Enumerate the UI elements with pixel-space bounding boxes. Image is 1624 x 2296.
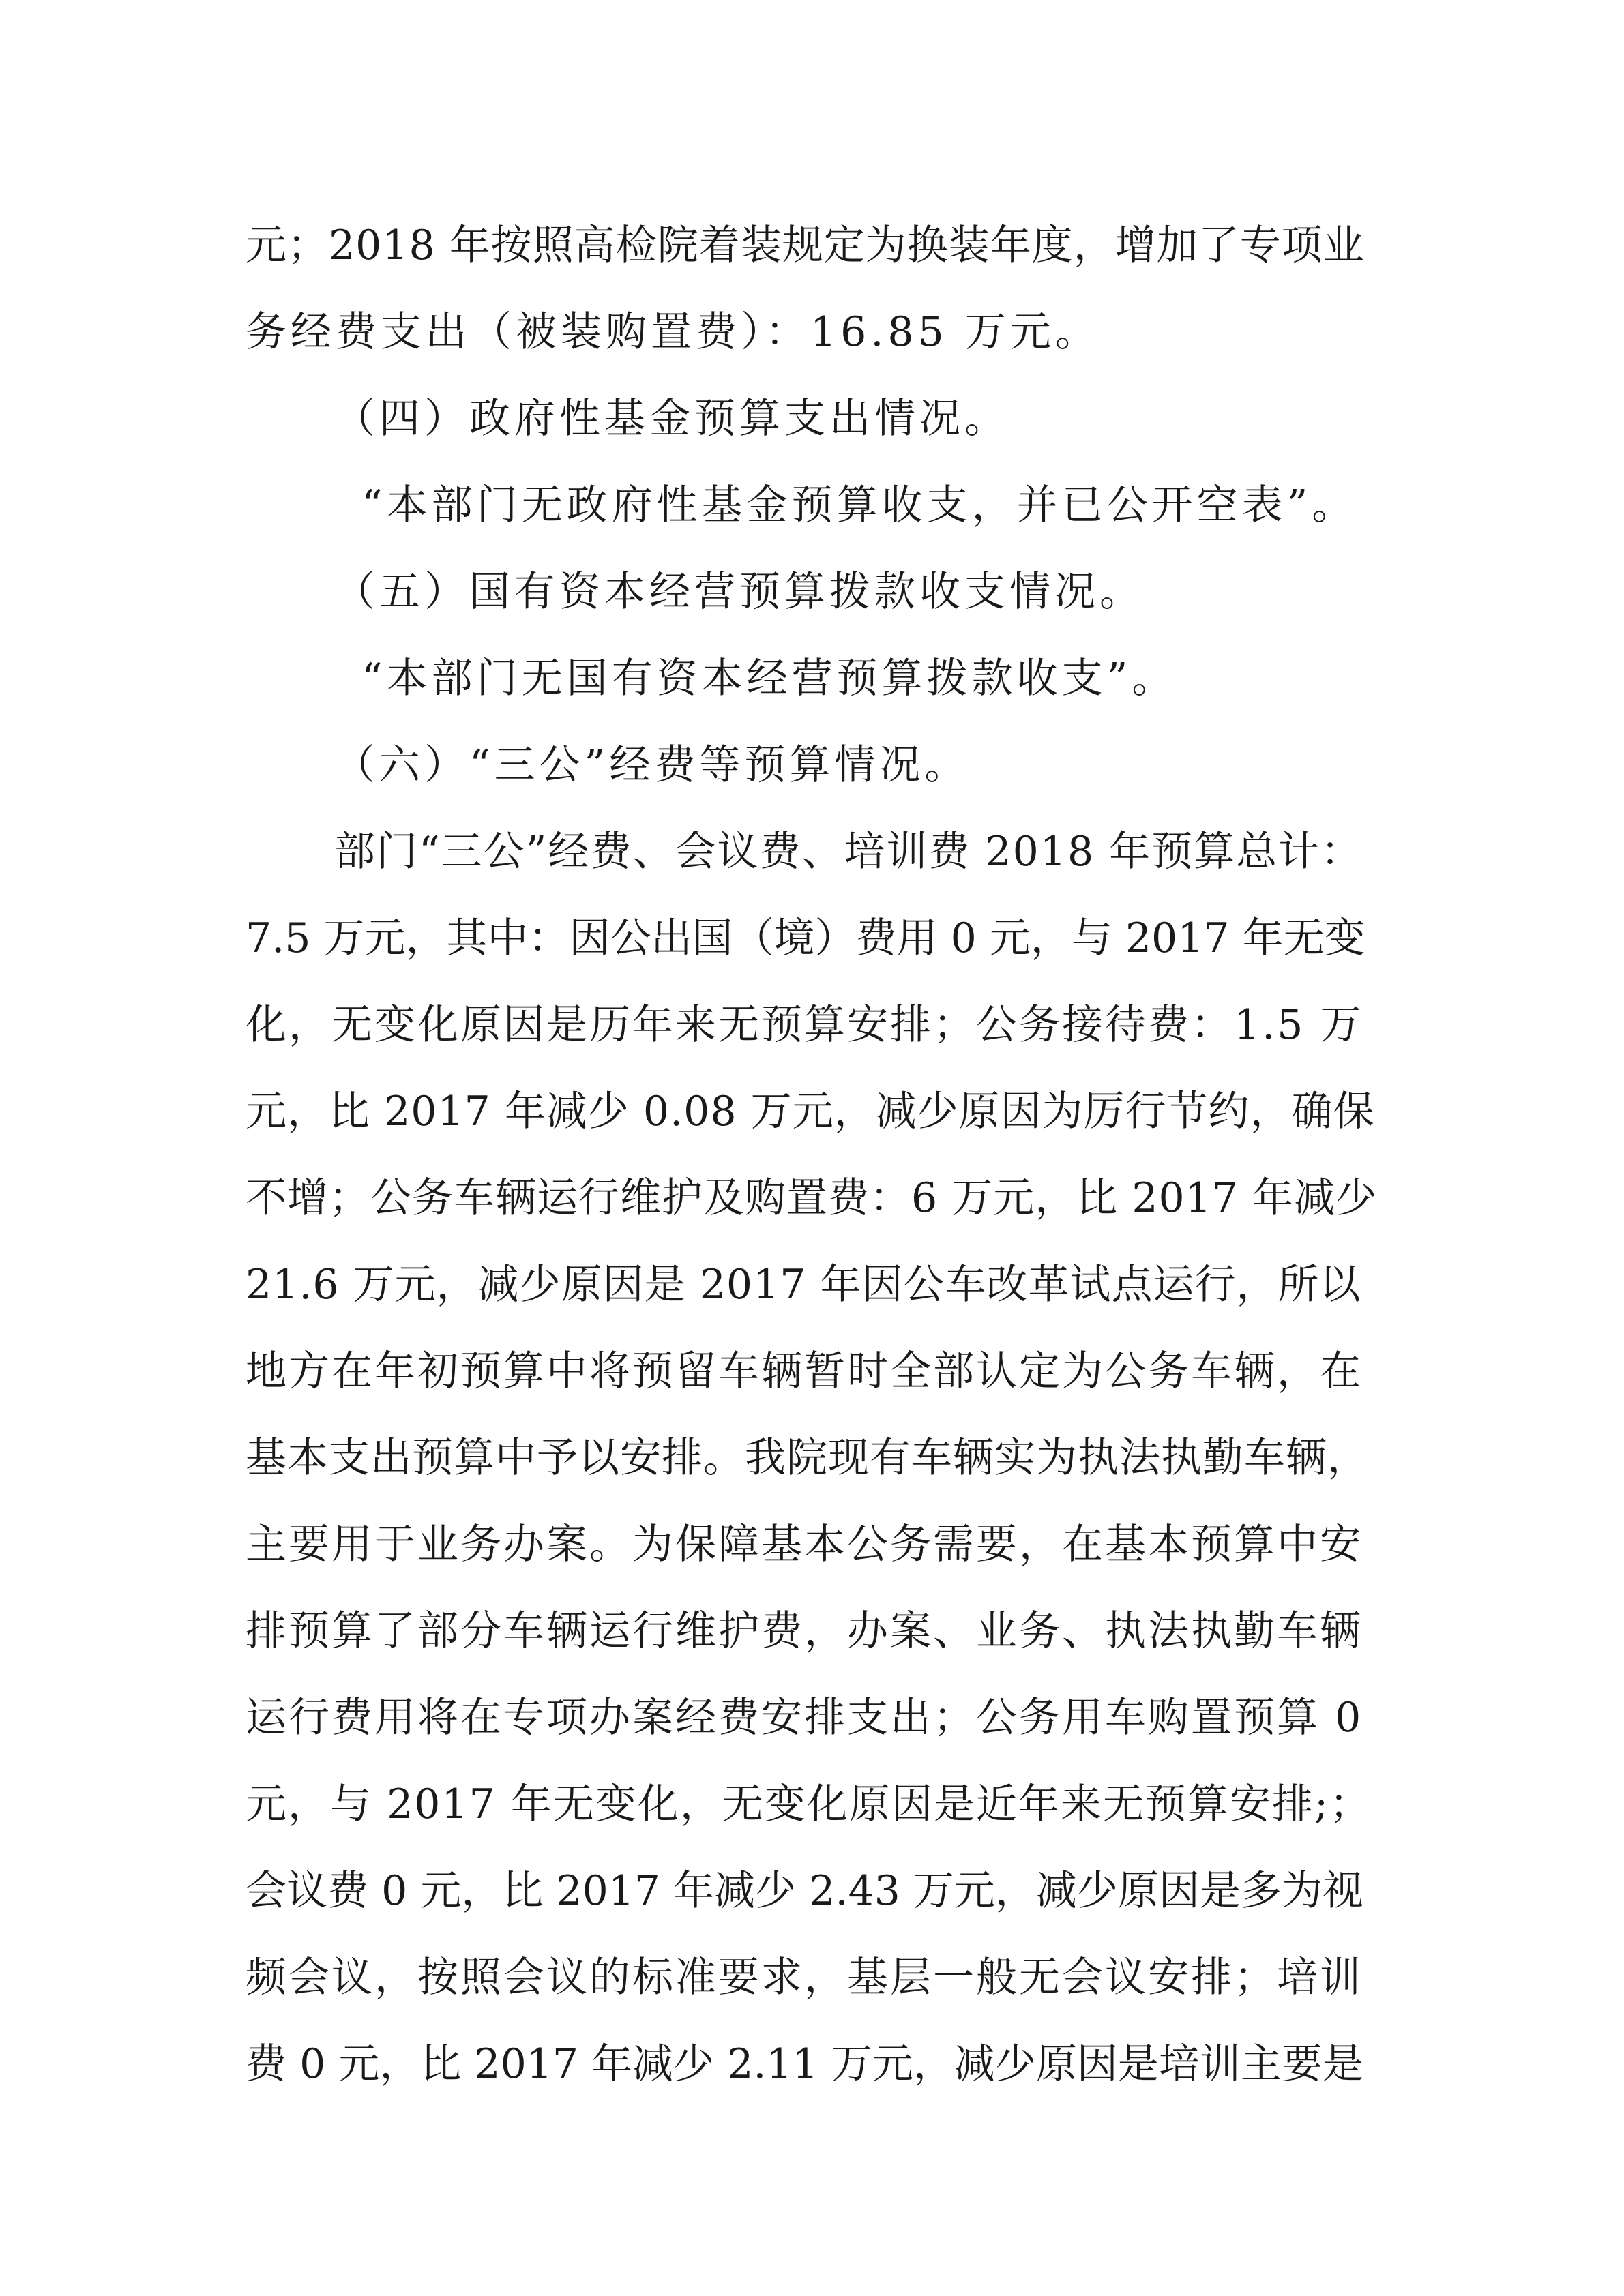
body-text-line: 费 0 元，比 2017 年减少 2.11 万元，减少原因是培训主要是 <box>246 2040 1363 2088</box>
body-text-line: 不增；公务车辆运行维护及购置费：6 万元，比 2017 年减少 <box>246 1174 1378 1222</box>
body-text-line: 频会议，按照会议的标准要求，基层一般无会议安排；培训 <box>246 1954 1363 2001</box>
body-text-line: 部门“三公”经费、会议费、培训费 2018 年预算总计： <box>334 828 1363 876</box>
body-text-line: 主要用于业务办案。为保障基本公务需要，在基本预算中安 <box>246 1521 1363 1568</box>
statement-no-government-fund: “本部门无政府性基金预算收支，并已公开空表”。 <box>361 481 1357 529</box>
body-text-line: 地方在年初预算中将预留车辆暂时全部认定为公务车辆，在 <box>246 1347 1363 1395</box>
section-heading-government-fund: （四）政府性基金预算支出情况。 <box>334 395 1009 443</box>
statement-no-state-capital: “本部门无国有资本经营预算拨款收支”。 <box>361 655 1177 702</box>
body-text-line: 运行费用将在专项办案经费安排支出；公务用车购置预算 0 <box>246 1694 1363 1742</box>
body-text-line: 元，与 2017 年无变化，无变化原因是近年来无预算安排;； <box>246 1780 1372 1828</box>
section-heading-state-capital: （五）国有资本经营预算拨款收支情况。 <box>334 568 1145 616</box>
section-heading-three-public: （六）“三公”经费等预算情况。 <box>334 741 970 789</box>
body-text-line: 元，比 2017 年减少 0.08 万元，减少原因为厉行节约，确保 <box>246 1088 1375 1135</box>
body-text-line: 基本支出预算中予以安排。我院现有车辆实为执法执勤车辆， <box>246 1434 1369 1482</box>
body-text-line: 元；2018 年按照高检院着装规定为换装年度，增加了专项业 <box>246 222 1365 269</box>
body-text-line: 会议费 0 元，比 2017 年减少 2.43 万元，减少原因是多为视 <box>246 1867 1363 1915</box>
body-text-line: 21.6 万元，减少原因是 2017 年因公车改革试点运行，所以 <box>246 1261 1361 1309</box>
body-text-line: 排预算了部分车辆运行维护费，办案、业务、执法执勤车辆 <box>246 1607 1363 1655</box>
body-text-line: 7.5 万元，其中：因公出国（境）费用 0 元，与 2017 年无变 <box>246 914 1365 962</box>
body-text-line: 务经费支出（被装购置费）：16.85 万元。 <box>246 308 1100 356</box>
body-text-line: 化，无变化原因是历年来无预算安排；公务接待费：1.5 万 <box>246 1001 1363 1049</box>
